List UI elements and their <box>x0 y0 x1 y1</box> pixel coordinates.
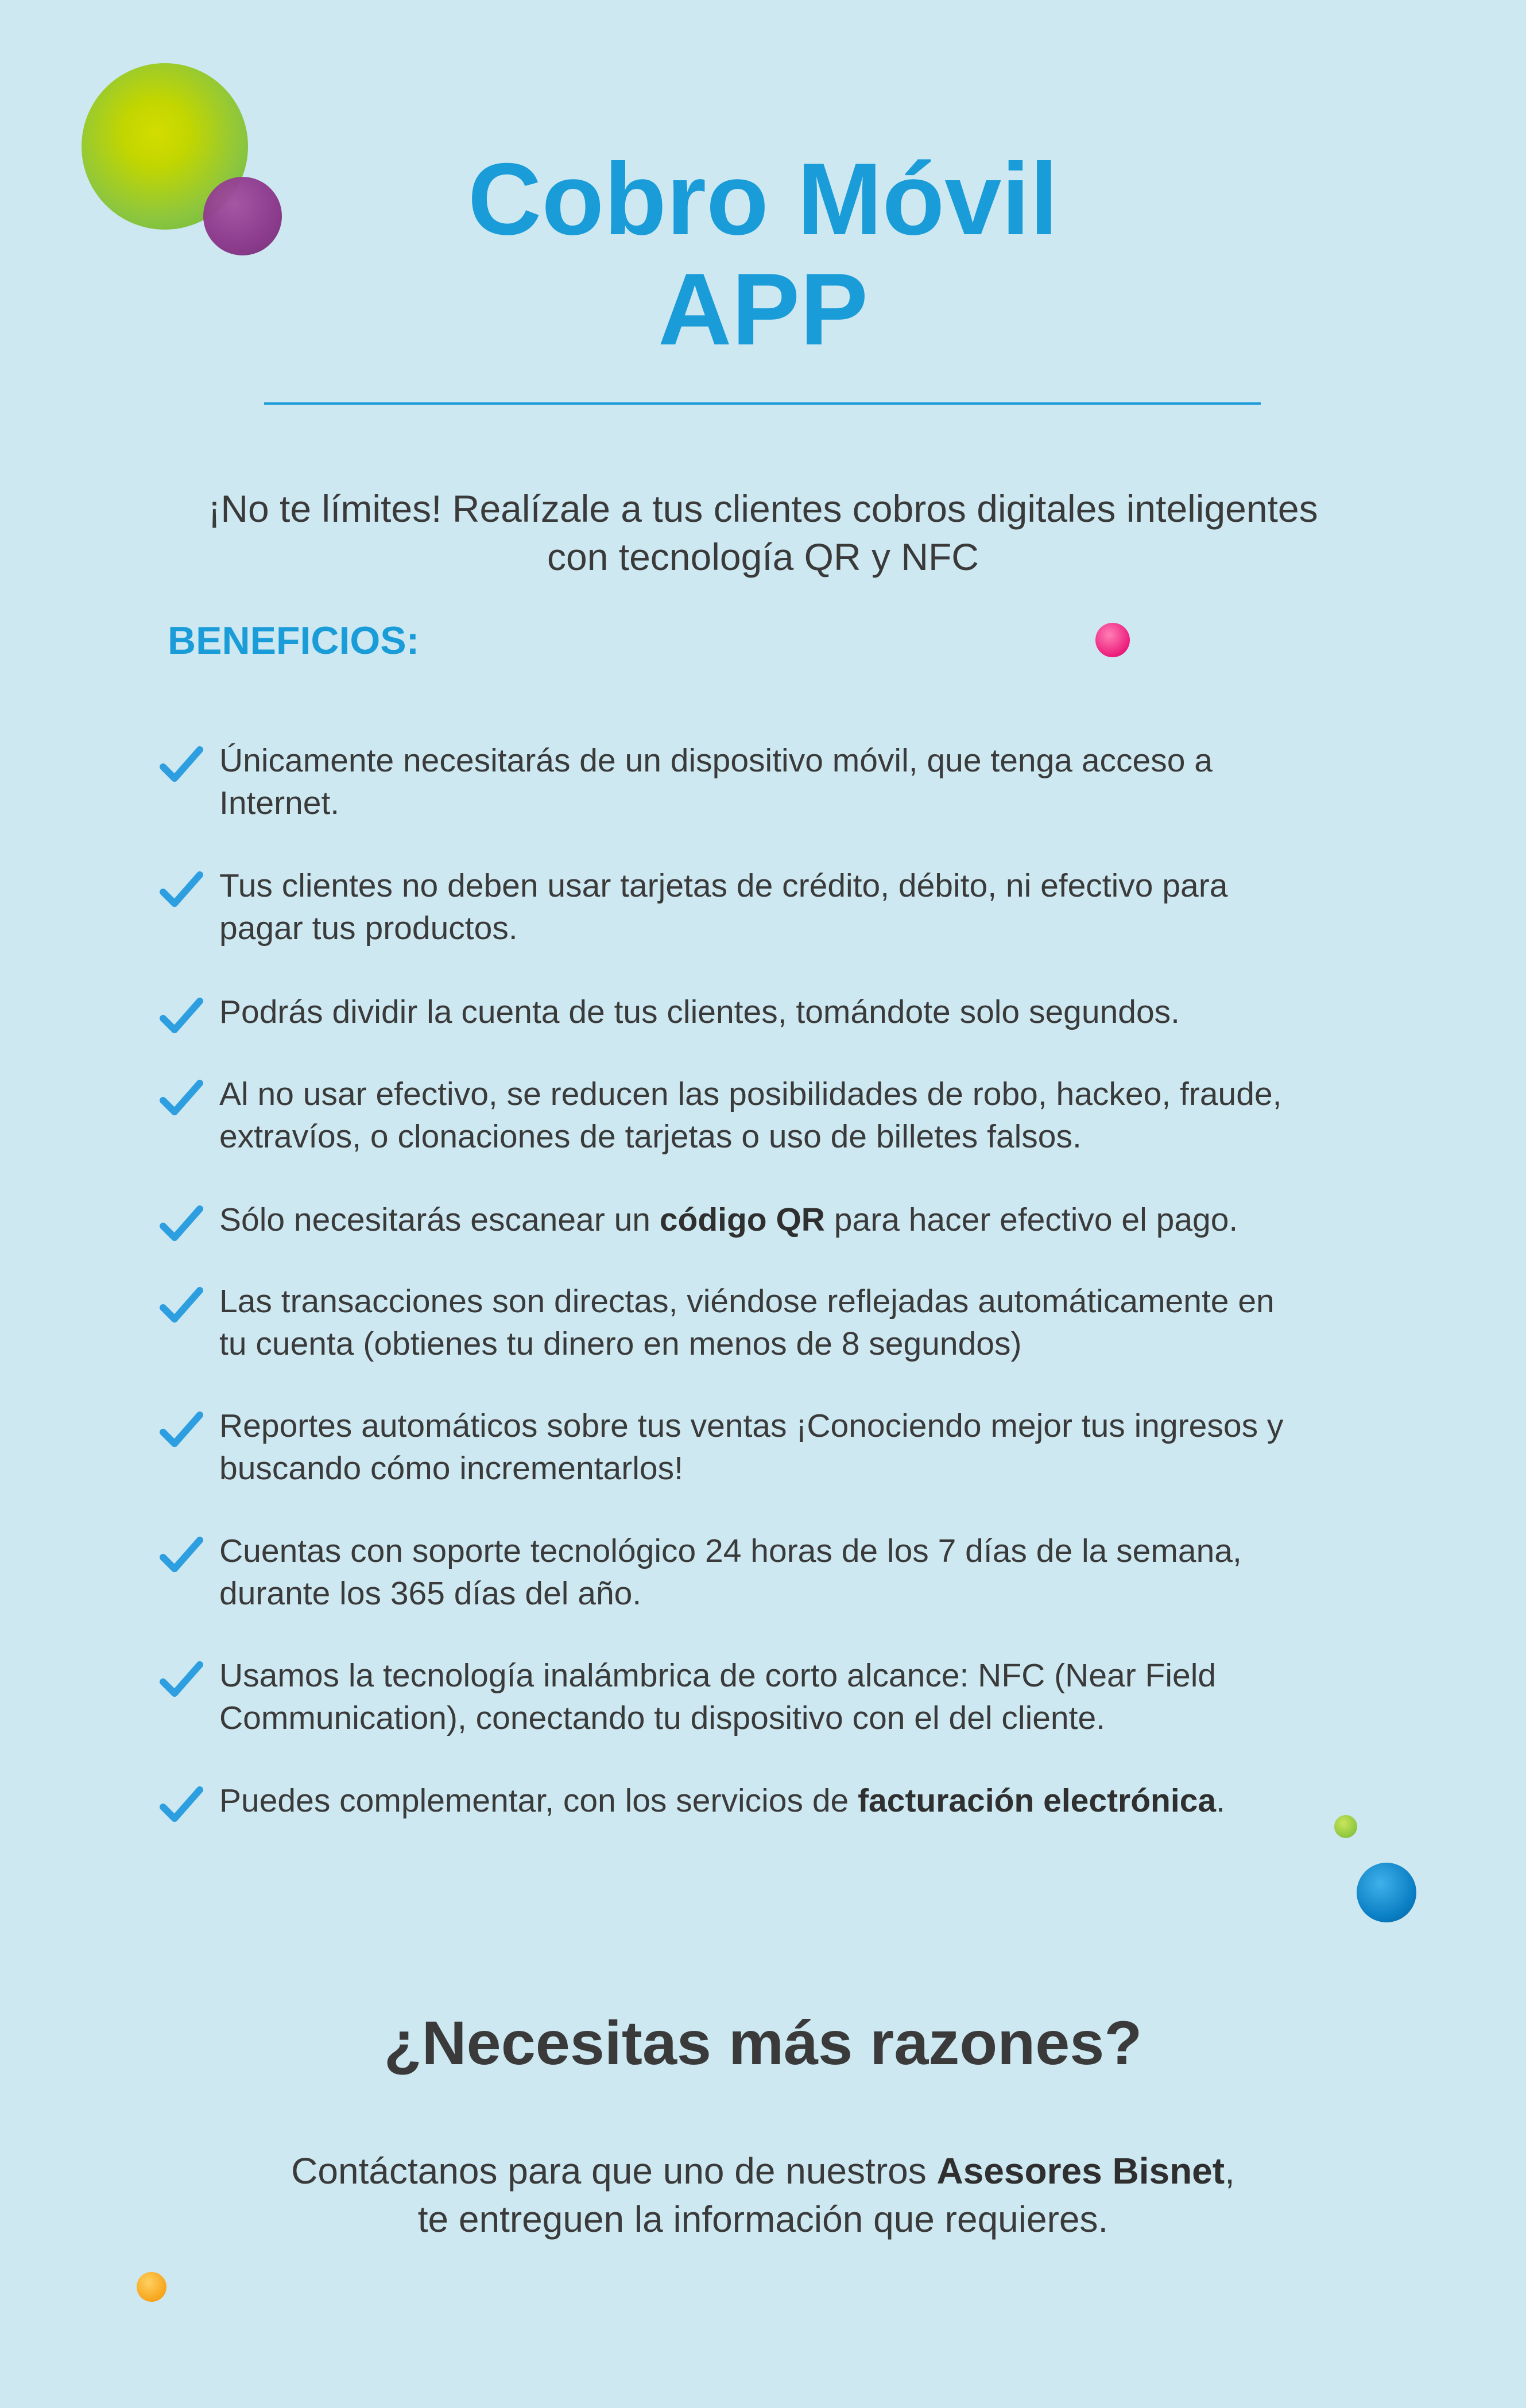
intro-line-2: con tecnología QR y NFC <box>547 536 979 578</box>
cta-line-1 <box>172 2147 1354 2195</box>
page-title-line-2: APP <box>658 252 868 366</box>
benefit-text-part: . <box>1216 1782 1225 1819</box>
benefit-text-part: Sólo necesitarás escanear un <box>219 1201 660 1238</box>
benefit-line: Tus clientes no deben usar tarjetas de crédito, débito, ni efectivo para <box>219 867 1228 904</box>
benefit-line: Al no usar efectivo, se reducen las posibilidades de robo, hackeo, fraude, <box>219 1076 1282 1112</box>
benefit-text <box>219 1654 1413 1739</box>
benefit-text <box>219 1405 1413 1490</box>
checkmark-icon <box>160 1658 203 1701</box>
benefit-text <box>219 1530 1413 1615</box>
benefit-text <box>219 864 1413 949</box>
benefit-bold-text: facturación electrónica <box>858 1782 1217 1819</box>
benefit-text <box>219 739 1413 824</box>
benefit-bold-text: código QR <box>659 1201 825 1238</box>
checkmark-icon <box>160 1408 203 1452</box>
benefit-line <box>219 1199 1413 1241</box>
benefit-line: Reportes automáticos sobre tus ventas ¡Conociendo mejor tus ingresos y <box>219 1407 1284 1444</box>
benefits-heading: BENEFICIOS: <box>168 619 420 662</box>
benefit-line: buscando cómo incrementarlos! <box>219 1450 683 1487</box>
checkmark-icon <box>160 1076 203 1120</box>
checkmark-icon <box>160 743 203 786</box>
cta-line-2: te entreguen la información que requieres. <box>417 2198 1109 2240</box>
benefit-line: durante los 365 días del año. <box>219 1575 642 1612</box>
benefit-line: Únicamente necesitarás de un dispositivo móvil, que tenga acceso a <box>219 742 1213 779</box>
page-title-line-1: Cobro Móvil <box>467 142 1059 256</box>
benefit-line: Podrás dividir la cuenta de tus clientes, tomándote solo segundos. <box>219 994 1180 1030</box>
benefit-text <box>219 991 1413 1033</box>
checkmark-icon <box>160 1284 203 1327</box>
benefit-line: Internet. <box>219 785 340 821</box>
checkmark-icon <box>160 1202 203 1246</box>
intro-line-1: ¡No te límites! Realízale a tus clientes cobros digitales inteligentes <box>208 487 1318 530</box>
benefit-line: Usamos la tecnología inalámbrica de corto alcance: NFC (Near Field <box>219 1657 1217 1694</box>
benefit-line: tu cuenta (obtienes tu dinero en menos de 8 segundos) <box>219 1325 1022 1362</box>
checkmark-icon <box>160 994 203 1038</box>
benefit-line: Communication), conectando tu dispositivo con el del cliente. <box>219 1700 1106 1736</box>
cta-text-part: , <box>1225 2150 1235 2192</box>
benefit-text-part: Puedes complementar, con los servicios de <box>219 1782 858 1819</box>
benefit-line <box>219 1779 1413 1822</box>
cta-bold-text: Asesores Bisnet <box>936 2150 1225 2192</box>
benefit-text <box>219 1073 1413 1158</box>
benefit-line: extravíos, o clonaciones de tarjetas o uso de billetes falsos. <box>219 1118 1082 1155</box>
checkmark-icon <box>160 868 203 912</box>
checkmark-icon <box>160 1533 203 1577</box>
cta-text <box>172 2147 1354 2243</box>
benefit-line: Las transacciones son directas, viéndose reflejadas automáticamente en <box>219 1283 1275 1320</box>
benefit-text-part: para hacer efectivo el pago. <box>824 1201 1238 1238</box>
benefit-text <box>219 1280 1413 1365</box>
benefit-text <box>219 1199 1413 1241</box>
benefit-text <box>219 1779 1413 1822</box>
benefit-line: Cuentas con soporte tecnológico 24 horas de los 7 días de la semana, <box>219 1533 1242 1569</box>
benefit-line: pagar tus productos. <box>219 910 518 947</box>
checkmark-icon <box>160 1783 203 1827</box>
cta-text-part: Contáctanos para que uno de nuestros <box>291 2150 937 2192</box>
cta-heading: ¿Necesitas más razones? <box>384 2008 1142 2077</box>
